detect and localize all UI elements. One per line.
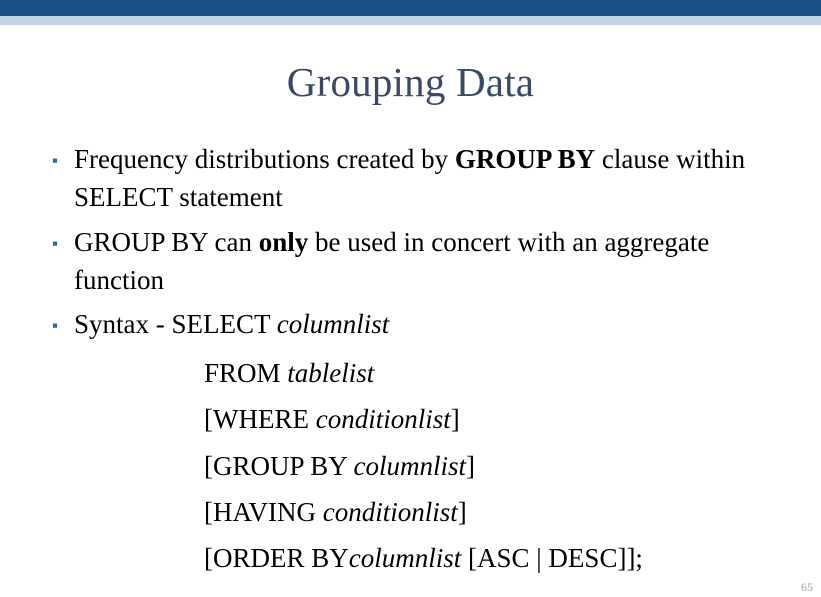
- bullet-text-2: GROUP BY can only be used in concert with an aggregate function: [74, 226, 710, 295]
- bullet-text-3: Syntax - SELECT columnlist: [74, 309, 390, 340]
- list-item: [52, 223, 792, 300]
- syntax-line: [WHERE conditionlist]: [204, 404, 460, 435]
- bullet-marker-icon: ▪: [52, 316, 59, 336]
- list-item: [52, 140, 792, 217]
- sql-syntax-block: [204, 350, 792, 582]
- syntax-line: [GROUP BY columnlist]: [204, 450, 476, 481]
- header-band-white: [0, 25, 821, 31]
- syntax-line: FROM tablelist: [204, 357, 375, 388]
- bullet-text-1: Frequency distributions created by GROUP BY clause within SELECT statement: [74, 144, 746, 213]
- bullet-marker-icon: ▪: [52, 151, 59, 170]
- slide-body: [52, 140, 792, 582]
- page-title: Grouping Data: [286, 59, 535, 105]
- syntax-line: [ORDER BYcolumnlist [ASC | DESC]];: [204, 543, 643, 574]
- list-item: [52, 305, 792, 343]
- page-number: 65: [801, 580, 813, 594]
- header-band-dark: [0, 0, 821, 16]
- bullet-marker-icon: ▪: [52, 233, 59, 253]
- header-band-light: [0, 16, 821, 25]
- syntax-line: [HAVING conditionlist]: [204, 496, 467, 527]
